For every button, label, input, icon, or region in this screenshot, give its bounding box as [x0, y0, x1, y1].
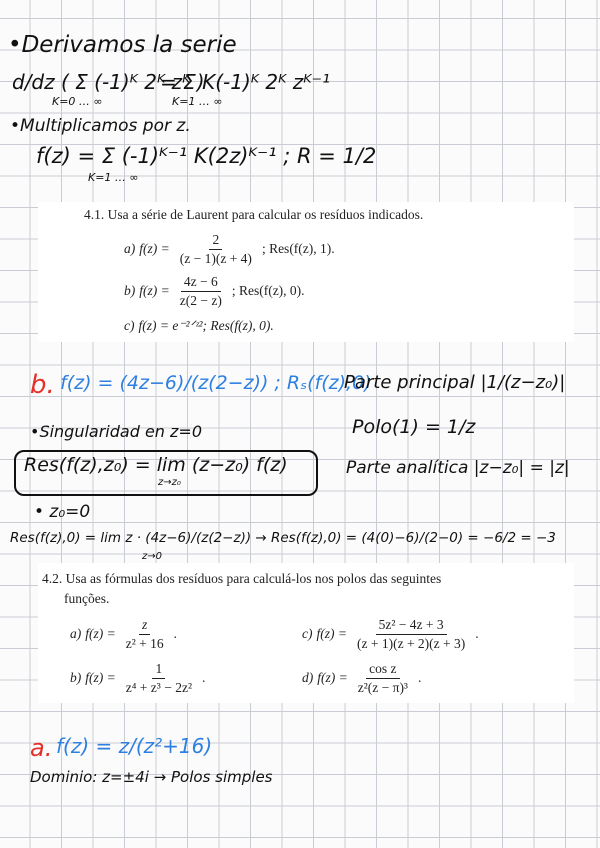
denominator: z(2 − z): [179, 292, 222, 308]
note-derive-heading: •Derivamos la serie: [8, 32, 237, 58]
note-derivative-lhs-limits: K=0 … ∞: [52, 95, 103, 108]
exercise-4-2-heading: 4.2. Usa as fórmulas dos resíduos para calculá-los nos polos das seguintes: [42, 571, 442, 586]
item-label: a): [124, 241, 136, 257]
note-derivative-lhs: d/dz ( Σ (-1)ᴷ 2ᴷ zᴷ ): [12, 70, 205, 94]
denominator: z²(z − π)³: [357, 679, 408, 695]
numerator: 4z − 6: [181, 274, 221, 292]
function-lhs: f(z) =: [85, 670, 116, 686]
note-analytic-part: Parte analítica |z−z₀| = |z|: [346, 458, 570, 478]
numerator: 1: [152, 661, 165, 679]
exercise-4-2-a: [70, 617, 177, 651]
note-a-function: f(z) = z/(z²+16): [56, 734, 213, 758]
note-domain-poles: Dominio: z=±4i → Polos simples: [30, 768, 273, 786]
punctuation: .: [202, 670, 206, 686]
item-label: b): [70, 670, 82, 686]
exercise-4-2-b: [70, 661, 205, 695]
item-label: b): [124, 283, 136, 299]
note-series-result-limits: K=1 … ∞: [88, 171, 139, 184]
punctuation: .: [475, 626, 479, 642]
note-b-function: f(z) = (4z−6)/(z(2−z)) ; Rₛ(f(z),0): [60, 372, 372, 394]
fraction: [177, 274, 225, 308]
note-pole: Polo(1) = 1/z: [352, 416, 476, 438]
function-lhs: f(z) =: [139, 283, 170, 299]
note-z0: • z₀=0: [34, 502, 91, 522]
note-b-marker: b.: [30, 370, 55, 400]
punctuation: .: [173, 626, 178, 642]
note-principal-part: Parte principal |1/(z−z₀)|: [344, 372, 566, 393]
exercise-4-1-c: [124, 318, 274, 334]
numerator: cos z: [366, 661, 399, 679]
note-residue-calculation-limit: z→0: [142, 551, 162, 562]
exercise-4-1-heading: 4.1. Usa a série de Laurent para calcular os resíduos indicados.: [84, 207, 424, 222]
fraction: [177, 232, 255, 266]
function-lhs: f(z) =: [139, 241, 170, 257]
residue-request: ; Res(f(z), 0).: [231, 283, 305, 299]
exercise-4-2-panel: [38, 563, 574, 703]
note-a-marker: a.: [30, 734, 53, 762]
numerator: 5z² − 4z + 3: [376, 617, 447, 635]
item-label: c): [302, 626, 313, 642]
note-derivative-rhs: = Σ K(-1)ᴷ 2ᴷ zᴷ⁻¹: [160, 70, 331, 94]
denominator: (z + 1)(z + 2)(z + 3): [356, 635, 466, 651]
note-singularity: •Singularidad en z=0: [30, 422, 203, 441]
note-residue-formula-limit: z→z₀: [158, 477, 181, 488]
note-residue-formula: Res(f(z),z₀) = lim (z−z₀) f(z): [24, 454, 288, 476]
note-residue-calculation: Res(f(z),0) = lim z · (4z−6)/(z(2−z)) → Res(f(z),0) = (4(0)−6)/(2−0) = −6/2 = −3: [10, 530, 556, 546]
denominator: z⁴ + z³ − 2z²: [125, 679, 192, 695]
denominator: (z − 1)(z + 4): [179, 250, 252, 266]
fraction: [123, 617, 167, 651]
exercise-4-1-a: [124, 232, 335, 266]
function-lhs: f(z) =: [85, 626, 116, 642]
fraction: [354, 617, 468, 651]
exercise-4-2-c: [302, 617, 479, 651]
exercise-4-1-panel: [38, 202, 574, 342]
numerator: 2: [209, 232, 222, 250]
item-label: c): [124, 318, 135, 333]
denominator: z² + 16: [125, 635, 164, 651]
note-derivative-rhs-limits: K=1 … ∞: [172, 95, 223, 108]
fraction: [355, 661, 411, 695]
residue-request: ; Res(f(z), 1).: [261, 241, 335, 257]
note-multiply-heading: •Multiplicamos por z.: [10, 116, 191, 136]
numerator: z: [139, 617, 150, 635]
item-label: a): [70, 626, 82, 642]
exercise-4-1-b: [124, 274, 305, 308]
exercise-4-2-d: [302, 661, 421, 695]
exercise-4-2-heading-cont: funções.: [64, 591, 110, 606]
item-label: d): [302, 670, 314, 686]
function-lhs: f(z) =: [317, 670, 348, 686]
function-expression: f(z) = e⁻²ᐟᶻ²; Res(f(z), 0).: [138, 318, 274, 333]
fraction: [123, 661, 195, 695]
punctuation: .: [417, 670, 422, 686]
note-series-result: f(z) = Σ (-1)ᴷ⁻¹ K(2z)ᴷ⁻¹ ; R = 1/2: [36, 144, 377, 168]
function-lhs: f(z) =: [316, 626, 347, 642]
